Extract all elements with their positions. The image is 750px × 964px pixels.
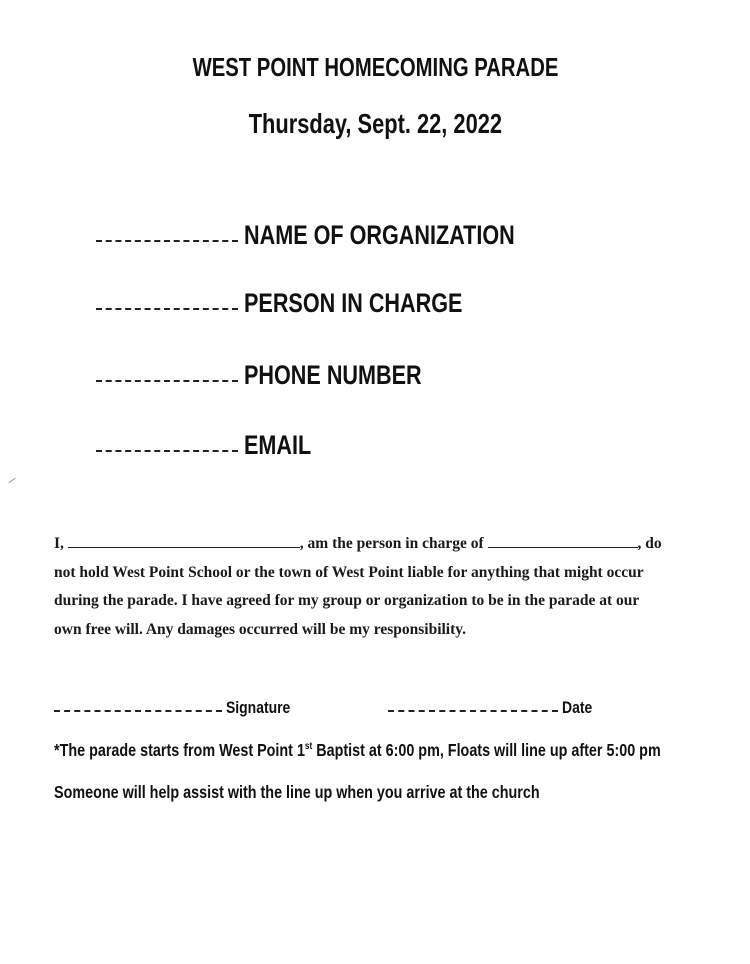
field-phone-number: [96, 360, 466, 400]
signature-row: [54, 698, 704, 724]
date-blank[interactable]: [388, 710, 558, 712]
document-title-text: WEST POINT HOMECOMING PARADE: [192, 52, 558, 82]
person-in-charge-blank[interactable]: [96, 308, 238, 310]
parade-start-note-text: *The parade starts from West Point 1: [54, 740, 305, 760]
document-title: [0, 52, 750, 83]
field-person-in-charge: [96, 288, 517, 328]
statement-line-1: [54, 530, 704, 559]
person-in-charge-label: PERSON IN CHARGE: [244, 288, 463, 318]
person-name-blank[interactable]: [68, 533, 300, 548]
event-date-text: Thursday, Sept. 22, 2022: [248, 108, 502, 139]
lineup-help-note: Someone will help assist with the line up when you arrive at the church: [54, 782, 540, 802]
field-email: [96, 430, 328, 470]
statement-person-in-charge-text: , am the person in charge of: [299, 535, 484, 552]
statement-do-text: , do: [637, 535, 662, 552]
parade-start-note: [54, 740, 661, 761]
organization-blank[interactable]: [488, 533, 638, 548]
event-date: [0, 108, 750, 140]
organization-name-label: NAME OF ORGANIZATION: [244, 220, 515, 250]
statement-line-2: not hold West Point School or the town of West Point liable for anything that might occur: [54, 563, 644, 581]
parade-start-note-superscript: st: [304, 741, 313, 753]
organization-name-blank[interactable]: [96, 240, 238, 242]
field-organization-name: [96, 220, 582, 260]
signature-label: Signature: [226, 698, 291, 717]
statement-line-3: during the parade. I have agreed for my group or organization to be in the parade at our: [54, 592, 640, 609]
email-label: EMAIL: [244, 430, 312, 460]
liability-statement: [54, 530, 704, 644]
scan-speck: [8, 478, 15, 483]
parade-start-note-rest: Baptist at 6:00 pm, Floats will line up after 5:00 pm: [312, 740, 661, 760]
date-label: Date: [562, 698, 593, 717]
email-blank[interactable]: [96, 450, 238, 452]
statement-i: I,: [54, 535, 64, 552]
statement-line-4: own free will. Any damages occurred will be my responsibility.: [54, 620, 467, 638]
phone-number-label: PHONE NUMBER: [244, 360, 422, 390]
phone-number-blank[interactable]: [96, 380, 238, 382]
signature-blank[interactable]: [54, 710, 222, 712]
